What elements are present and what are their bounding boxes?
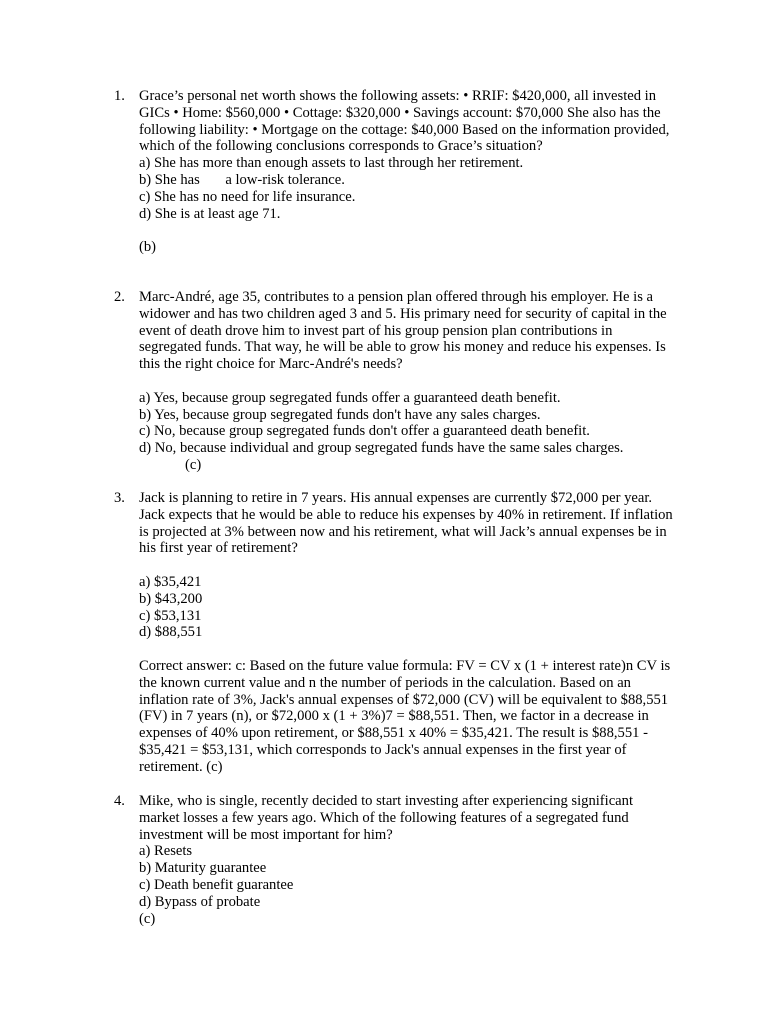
answer: (c) (185, 456, 202, 473)
option-a: a) Resets (139, 843, 193, 860)
question-4 (114, 793, 674, 927)
question-number: 3. (114, 490, 125, 506)
question-1 (114, 88, 674, 256)
question-number: 2. (114, 289, 125, 305)
answer: (b) (139, 239, 157, 256)
option-b: b) She has a low-risk tolerance. (139, 171, 345, 188)
question-stem: Jack is planning to retire in 7 years. His annual expenses are currently $72,000 per year. Jack expects that he would be able to reduce his expenses by 40% in retirement. If inflation is projected at 3% between now and his retirement, what will Jack’s annual expenses be in his first year of retirement? (139, 490, 673, 557)
option-a: a) Yes, because group segregated funds offer a guaranteed death benefit. (139, 389, 561, 406)
option-d: d) She is at least age 71. (139, 205, 281, 222)
option-c: c) Death benefit guarantee (139, 876, 294, 893)
question-stem: Grace’s personal net worth shows the following assets: • RRIF: $420,000, all invested in GICs • Home: $560,000 • Cottage: $320,000 • Savings account: $70,000 She also has the following liability: • Mortgage on the cottage: $40,000 Based on the information provided, which of the following conclusions corresponds to Grace’s situation? (139, 88, 670, 155)
option-d: d) No, because individual and group segregated funds have the same sales charges. (139, 440, 624, 457)
option-a: a) She has more than enough assets to last through her retirement. (139, 155, 524, 172)
option-d: d) Bypass of probate (139, 893, 261, 910)
option-a: a) $35,421 (139, 573, 202, 590)
option-b: b) Maturity guarantee (139, 860, 267, 877)
question-number: 4. (114, 793, 125, 809)
option-d: d) $88,551 (139, 624, 203, 641)
question-number: 1. (114, 88, 125, 104)
question-3 (114, 490, 674, 776)
option-b: b) $43,200 (139, 590, 203, 607)
question-2 (114, 289, 674, 474)
option-c: c) $53,131 (139, 607, 202, 624)
option-c: c) She has no need for life insurance. (139, 188, 356, 205)
explanation: Correct answer: c: Based on the future value formula: FV = CV x (1 + interest rate)n CV is the known current value and n the number of periods in the calculation. Based on an inflation rate of 3%, Jack's annual expenses of $72,000 (CV) will be equivalent to $88,551 (FV) in 7 years (n), or $72,000 x (1 + 3%)7 = $88,551. Then, we factor in a decrease in expenses of 40% upon retirement, or $88,551 x 40% = $35,421. The result is $88,551 - $35,421 = $53,131, which corresponds to Jack's annual expenses in the first year of retirement. (c) (139, 657, 671, 775)
option-c: c) No, because group segregated funds don't offer a guaranteed death benefit. (139, 423, 590, 440)
question-stem: Mike, who is single, recently decided to start investing after experiencing significant market losses a few years ago. Which of the following features of a segregated fund investment will be most important for him? (139, 793, 634, 843)
option-b: b) Yes, because group segregated funds don't have any sales charges. (139, 406, 541, 423)
answer: (c) (139, 910, 156, 927)
question-stem: Marc-André, age 35, contributes to a pension plan offered through his employer. He is a widower and has two children aged 3 and 5. His primary need for security of capital in the event of death drove him to invest part of his group pension plan contributions in segregated funds. That way, he will be able to grow his money and reduce his expenses. Is this the right choice for Marc-André's needs? (139, 289, 667, 373)
